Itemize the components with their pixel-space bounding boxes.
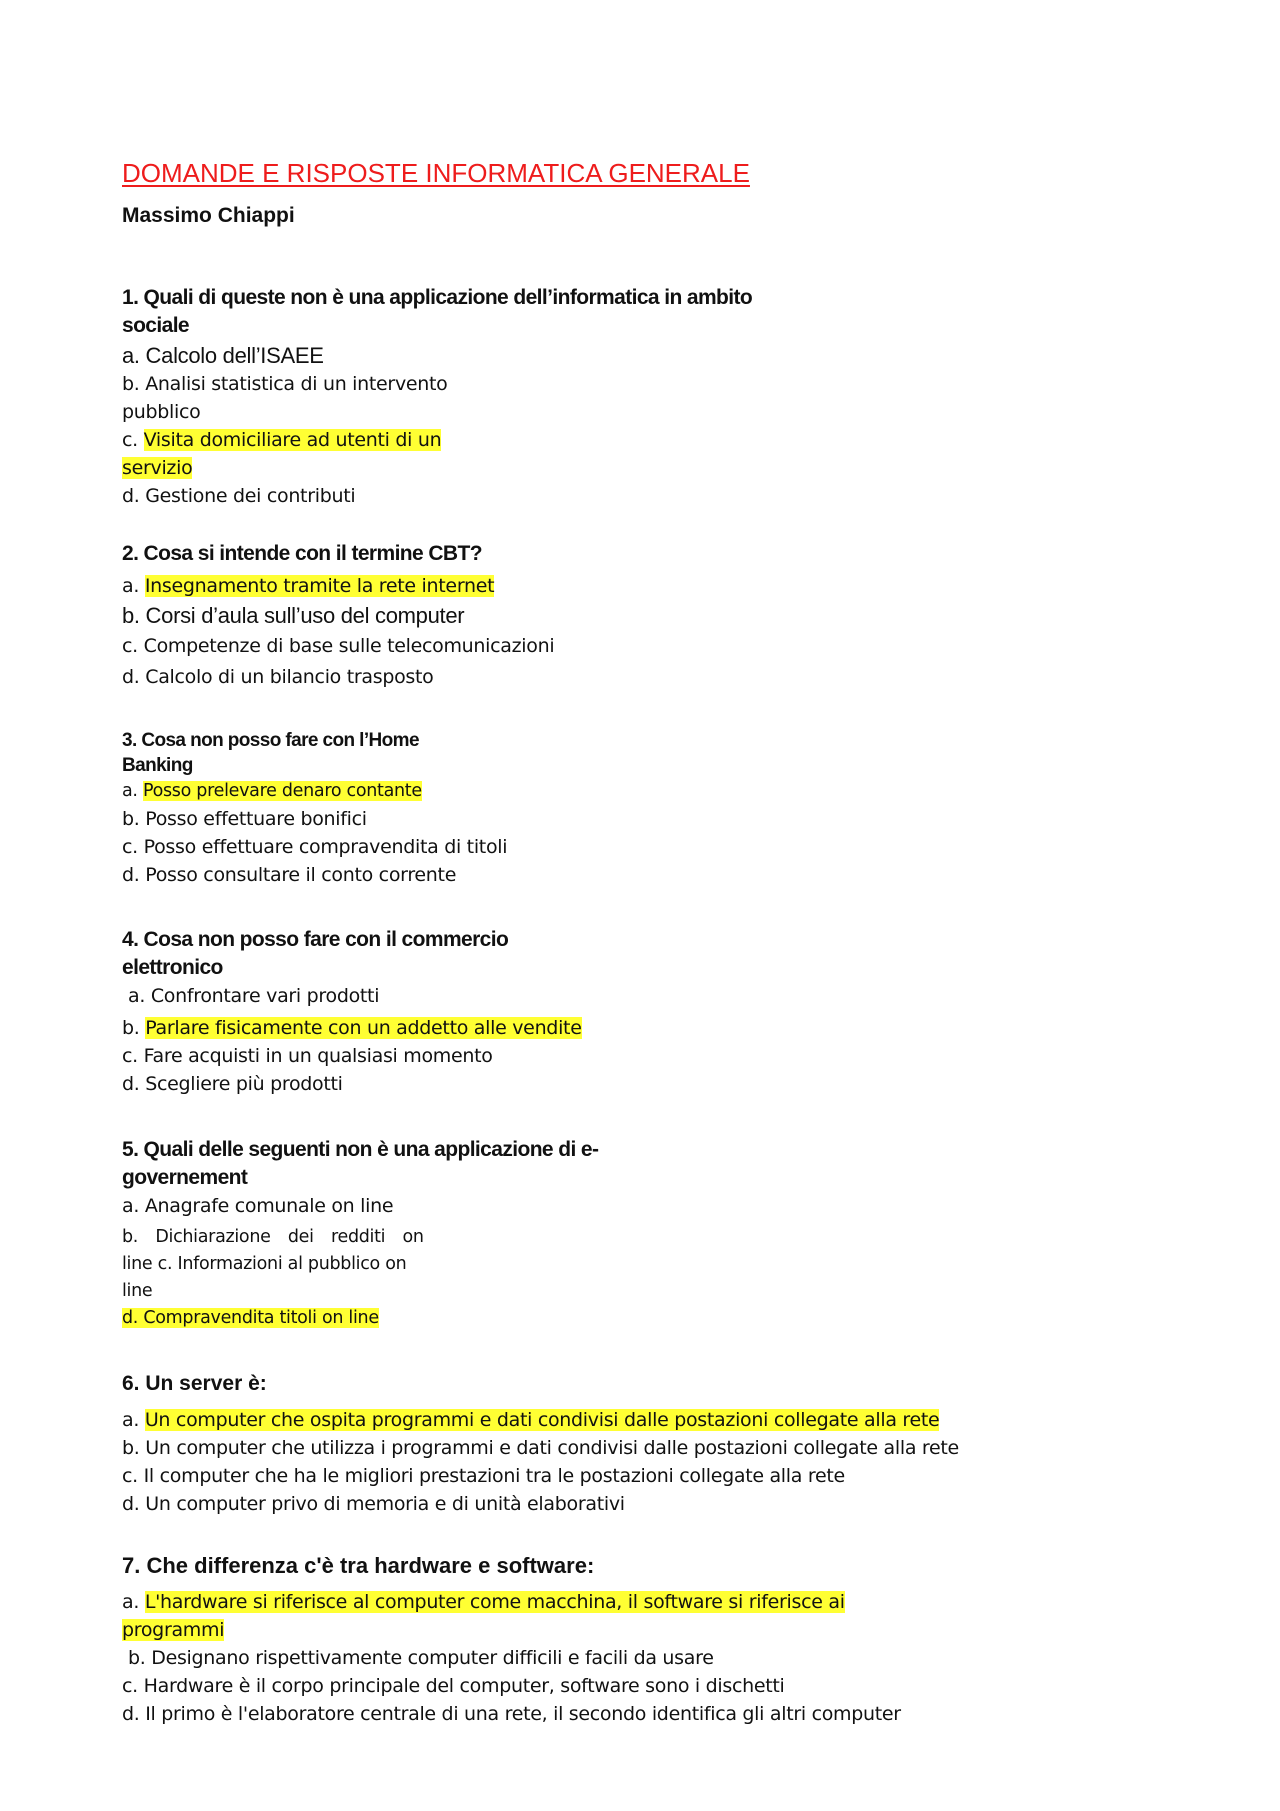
option-b: b. Un computer che utilizza i programmi e dati condivisi dalle postazioni collegate alla rete [122, 1437, 959, 1459]
option-line [122, 426, 1172, 454]
option-prefix: a. [122, 1409, 145, 1431]
option-d: d. Posso consultare il conto corrente [122, 864, 457, 886]
question-title-line: sociale [122, 314, 190, 337]
question-title [122, 1136, 1172, 1192]
option-line [122, 1588, 1172, 1616]
question-title-line: 4. Cosa non posso fare con il commercio [122, 928, 509, 951]
question-title: 2. Cosa si intende con il termine CBT? [122, 542, 482, 565]
option-prefix: c. [122, 429, 144, 451]
option-a-correct [122, 778, 1172, 805]
question-3 [122, 728, 1172, 889]
option-a: a. Calcolo dell’ISAEE [122, 343, 324, 368]
author-name: Massimo Chiappi [122, 204, 295, 227]
correct-answer-highlight: Visita domiciliare ad utenti di un [143, 429, 442, 451]
question-1 [122, 284, 1172, 510]
correct-answer-highlight: Posso prelevare denaro contante [142, 781, 422, 801]
option-c: c. Competenze di base sulle telecomunicazioni [122, 635, 555, 657]
question-title: 7. Che differenza c'è tra hardware e software: [122, 1553, 595, 1578]
correct-answer-highlight: servizio [122, 457, 193, 479]
option-d: d. Un computer privo di memoria e di unità elaborativi [122, 1493, 625, 1515]
option-b-correct [122, 1014, 1172, 1042]
question-title [122, 728, 1172, 778]
option-d: d. Il primo è l'elaboratore centrale di una rete, il secondo identifica gli altri computer [122, 1703, 901, 1725]
question-title-line: 1. Quali di queste non è una applicazione dell’informatica in ambito [122, 286, 753, 309]
question-7 [122, 1552, 1172, 1728]
option-c: c. Posso effettuare compravendita di titoli [122, 836, 508, 858]
question-title [122, 284, 1172, 340]
option-prefix: a. [122, 575, 145, 597]
option-d: d. Scegliere più prodotti [122, 1073, 343, 1095]
question-title-line: Banking [122, 755, 193, 776]
question-title-line: governement [122, 1166, 248, 1189]
option-c: c. Fare acquisti in un qualsiasi momento [122, 1045, 493, 1067]
question-title [122, 926, 1172, 982]
option-a-correct [122, 572, 1172, 600]
correct-answer-highlight: programmi [122, 1619, 225, 1641]
option-d: d. Calcolo di un bilancio trasposto [122, 666, 434, 688]
option-b: b. Designano rispettivamente computer difficili e facili da usare [128, 1647, 714, 1669]
option-line: b. Analisi statistica di un intervento [122, 373, 448, 395]
question-title-line: elettronico [122, 956, 223, 979]
option-prefix: a. [122, 781, 143, 801]
option-prefix: a. [122, 1591, 145, 1613]
question-title-line: 3. Cosa non posso fare con l’Home [122, 730, 419, 751]
option-b: b. Posso effettuare bonifici [122, 808, 367, 830]
option-a-correct [122, 1406, 1172, 1434]
option-line [122, 1616, 1172, 1644]
correct-answer-highlight: Insegnamento tramite la rete internet [144, 575, 495, 597]
option-a: a. Confrontare vari prodotti [128, 985, 380, 1007]
option-d-correct [122, 1305, 1172, 1332]
option-b [122, 370, 1172, 426]
option-line [122, 454, 1172, 482]
option-c-correct [122, 426, 1172, 482]
option-prefix: b. [122, 1017, 146, 1039]
option-line: line [122, 1281, 153, 1301]
option-c: c. Hardware è il corpo principale del computer, software sono i dischetti [122, 1675, 785, 1697]
question-title: 6. Un server è: [122, 1372, 267, 1395]
question-6 [122, 1370, 1172, 1518]
option-a-correct [122, 1588, 1172, 1644]
correct-answer-highlight: d. Compravendita titoli on line [122, 1308, 379, 1328]
question-4 [122, 926, 1172, 1098]
option-c: c. Il computer che ha le migliori prestazioni tra le postazioni collegate alla rete [122, 1465, 845, 1487]
option-b-c [122, 1224, 1172, 1305]
correct-answer-highlight: Parlare fisicamente con un addetto alle vendite [145, 1017, 582, 1039]
option-b: b. Corsi d’aula sull’uso del computer [122, 603, 465, 628]
question-title-line: 5. Quali delle seguenti non è una applicazione di e- [122, 1138, 599, 1161]
correct-answer-highlight: L'hardware si riferisce al computer come macchina, il software si riferisce ai [144, 1591, 845, 1613]
correct-answer-highlight: Un computer che ospita programmi e dati condivisi dalle postazioni collegate alla rete [144, 1409, 940, 1431]
option-line: pubblico [122, 401, 201, 423]
option-line: line c. Informazioni al pubblico on [122, 1254, 407, 1274]
question-5 [122, 1136, 1172, 1332]
question-2 [122, 540, 1172, 691]
option-d: d. Gestione dei contributi [122, 485, 356, 507]
document-title: DOMANDE E RISPOSTE INFORMATICA GENERALE [122, 158, 750, 188]
option-line: b. Dichiarazione dei redditi on [122, 1227, 424, 1247]
option-a: a. Anagrafe comunale on line [122, 1195, 394, 1217]
